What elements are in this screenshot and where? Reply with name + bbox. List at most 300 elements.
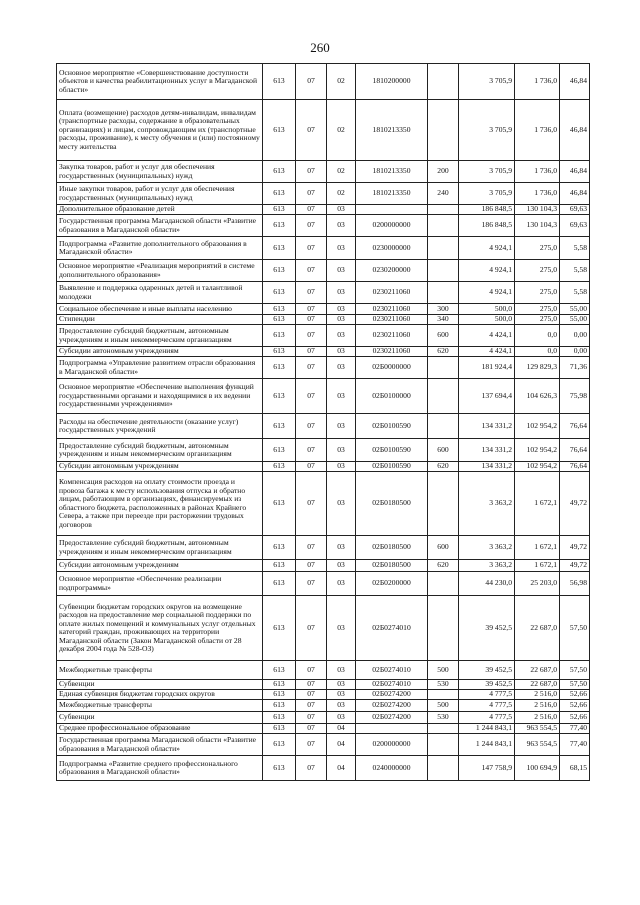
cell-rz: 07 [296,560,327,572]
cell-vr: 620 [428,347,459,357]
cell-pct: 5,58 [560,237,590,260]
table-row [57,756,590,781]
cell-rz: 07 [296,260,327,282]
cell-pr: 03 [327,680,356,690]
cell-pr: 04 [327,724,356,734]
cell-pr: 03 [327,700,356,712]
cell-pr: 03 [327,462,356,472]
cell-ved: 613 [263,260,296,282]
cell-fact: 1 736,0 [515,64,560,100]
cell-csr [356,724,428,734]
cell-rz: 07 [296,572,327,596]
cell-csr: 0230000000 [356,237,428,260]
cell-plan: 3 363,2 [459,560,515,572]
page-number: 260 [310,40,330,55]
cell-rz: 07 [296,282,327,304]
cell-fact: 1 736,0 [515,161,560,183]
cell-plan: 4 777,5 [459,712,515,724]
cell-vr [428,379,459,414]
cell-vr: 500 [428,700,459,712]
cell-csr: 1810213350 [356,161,428,183]
cell-pct: 68,15 [560,756,590,781]
cell-pr: 03 [327,439,356,462]
cell-pr: 03 [327,596,356,661]
cell-plan: 44 230,0 [459,572,515,596]
cell-plan: 3 705,9 [459,64,515,100]
cell-vr: 240 [428,183,459,205]
cell-plan: 4 777,5 [459,700,515,712]
cell-csr: 02Б0274200 [356,712,428,724]
cell-vr [428,414,459,439]
cell-pr: 03 [327,260,356,282]
cell-ved: 613 [263,161,296,183]
cell-pr: 03 [327,325,356,347]
cell-rz: 07 [296,315,327,325]
cell-name: Государственная программа Магаданской области «Развитие образования в Магаданской области» [57,734,263,756]
cell-ved: 613 [263,690,296,700]
cell-plan: 186 848,5 [459,205,515,215]
cell-pr: 03 [327,661,356,680]
cell-csr: 02Б0000000 [356,357,428,379]
cell-plan: 4 924,1 [459,237,515,260]
cell-name: Субвенции бюджетам городских округов на возмещение расходов на предоставление мер социальной поддержки по оплате жилых помещений и коммунальных услуг отдельных категорий граждан, проживающих на территории Магаданской области (Закон Магаданской области от 28 декабря 2004 года № 528-ОЗ) [57,596,263,661]
cell-ved: 613 [263,439,296,462]
table-row [57,560,590,572]
table-row [57,596,590,661]
cell-pct: 52,66 [560,712,590,724]
cell-csr: 02Б0274200 [356,690,428,700]
cell-vr [428,472,459,536]
cell-pct: 76,64 [560,462,590,472]
cell-fact: 22 687,0 [515,661,560,680]
cell-pct: 76,64 [560,439,590,462]
cell-plan: 134 331,2 [459,439,515,462]
cell-vr: 530 [428,712,459,724]
cell-vr [428,572,459,596]
cell-plan: 39 452,5 [459,680,515,690]
cell-fact: 0,0 [515,325,560,347]
cell-csr: 0230211060 [356,325,428,347]
cell-plan: 186 848,5 [459,215,515,237]
cell-name: Закупка товаров, работ и услуг для обеспечения государственных (муниципальных) нужд [57,161,263,183]
cell-csr: 0200000000 [356,734,428,756]
cell-vr [428,215,459,237]
cell-ved: 613 [263,215,296,237]
cell-pct: 55,00 [560,315,590,325]
table-row [57,472,590,536]
cell-plan: 39 452,5 [459,596,515,661]
cell-ved: 613 [263,414,296,439]
cell-fact: 1 672,1 [515,536,560,560]
cell-csr: 0230211060 [356,315,428,325]
cell-name: Социальное обеспечение и иные выплаты населению [57,304,263,315]
table-row [57,379,590,414]
table-row [57,414,590,439]
cell-pr: 04 [327,756,356,781]
cell-fact: 2 516,0 [515,712,560,724]
cell-name: Подпрограмма «Управление развитием отрасли образования в Магаданской области» [57,357,263,379]
cell-rz: 07 [296,183,327,205]
cell-pct: 77,40 [560,724,590,734]
cell-csr: 0230200000 [356,260,428,282]
cell-vr: 500 [428,661,459,680]
cell-ved: 613 [263,304,296,315]
table-row [57,680,590,690]
cell-pct: 71,36 [560,357,590,379]
cell-vr: 600 [428,536,459,560]
cell-name: Расходы на обеспечение деятельности (оказание услуг) государственных учреждений [57,414,263,439]
cell-plan: 147 758,9 [459,756,515,781]
table-row [57,325,590,347]
cell-rz: 07 [296,462,327,472]
cell-name: Основное мероприятие «Реализация мероприятий в системе дополнительного образования» [57,260,263,282]
cell-name: Межбюджетные трансферты [57,700,263,712]
table-row [57,347,590,357]
cell-ved: 613 [263,237,296,260]
cell-ved: 613 [263,357,296,379]
cell-plan: 134 331,2 [459,414,515,439]
cell-fact: 25 203,0 [515,572,560,596]
cell-pct: 69,63 [560,205,590,215]
cell-name: Единая субвенция бюджетам городских округов [57,690,263,700]
cell-rz: 07 [296,161,327,183]
cell-fact: 102 954,2 [515,439,560,462]
cell-csr: 1810200000 [356,64,428,100]
cell-ved: 613 [263,700,296,712]
cell-vr: 620 [428,560,459,572]
cell-csr: 02Б0274010 [356,596,428,661]
cell-rz: 07 [296,237,327,260]
cell-rz: 07 [296,304,327,315]
cell-csr: 0200000000 [356,215,428,237]
cell-plan: 4 924,1 [459,282,515,304]
budget-table [56,63,590,781]
cell-rz: 07 [296,205,327,215]
cell-plan: 3 363,2 [459,472,515,536]
cell-plan: 3 705,9 [459,161,515,183]
cell-rz: 07 [296,100,327,161]
cell-name: Среднее профессиональное образование [57,724,263,734]
cell-ved: 613 [263,325,296,347]
cell-rz: 07 [296,414,327,439]
cell-fact: 0,0 [515,347,560,357]
cell-pr: 03 [327,572,356,596]
cell-pct: 52,66 [560,700,590,712]
cell-pct: 46,84 [560,64,590,100]
cell-pr: 03 [327,205,356,215]
cell-plan: 500,0 [459,315,515,325]
table-row [57,161,590,183]
cell-rz: 07 [296,379,327,414]
cell-pct: 52,66 [560,690,590,700]
cell-pr: 02 [327,100,356,161]
cell-name: Субвенции [57,680,263,690]
cell-name: Компенсация расходов на оплату стоимости проезда и провоза багажа к месту использования отпуска и обратно лицам, работающим в организациях, финансируемых из областного бюджета, расположенных в районах Крайнего Севера, а также при переезде при расторжении трудовых договоров [57,472,263,536]
cell-pr: 02 [327,183,356,205]
cell-rz: 07 [296,439,327,462]
cell-rz: 07 [296,357,327,379]
cell-fact: 275,0 [515,237,560,260]
cell-vr [428,100,459,161]
cell-pr: 03 [327,215,356,237]
cell-rz: 07 [296,325,327,347]
cell-fact: 130 104,3 [515,205,560,215]
cell-fact: 275,0 [515,282,560,304]
cell-rz: 07 [296,347,327,357]
cell-ved: 613 [263,734,296,756]
cell-csr: 02Б0180500 [356,560,428,572]
cell-pct: 5,58 [560,282,590,304]
cell-pct: 49,72 [560,536,590,560]
cell-name: Субсидии автономным учреждениям [57,462,263,472]
table-row [57,183,590,205]
cell-fact: 1 672,1 [515,560,560,572]
cell-name: Стипендии [57,315,263,325]
cell-fact: 22 687,0 [515,680,560,690]
cell-vr [428,282,459,304]
cell-ved: 613 [263,680,296,690]
cell-pr: 03 [327,414,356,439]
cell-csr: 02Б0100590 [356,439,428,462]
cell-ved: 613 [263,379,296,414]
table-row [57,260,590,282]
cell-fact: 104 626,3 [515,379,560,414]
cell-vr [428,205,459,215]
cell-csr: 0240000000 [356,756,428,781]
cell-pr: 03 [327,472,356,536]
cell-fact: 2 516,0 [515,700,560,712]
cell-name: Иные закупки товаров, работ и услуг для обеспечения государственных (муниципальных) нужд [57,183,263,205]
cell-name: Государственная программа Магаданской области «Развитие образования в Магаданской области» [57,215,263,237]
table-row [57,690,590,700]
cell-plan: 1 244 843,1 [459,724,515,734]
cell-fact: 963 554,5 [515,724,560,734]
cell-pct: 57,50 [560,661,590,680]
cell-name: Подпрограмма «Развитие среднего профессионального образования в Магаданской области» [57,756,263,781]
cell-ved: 613 [263,724,296,734]
cell-pr: 04 [327,734,356,756]
cell-pct: 49,72 [560,472,590,536]
cell-ved: 613 [263,205,296,215]
cell-pr: 03 [327,315,356,325]
table-row [57,700,590,712]
table-row [57,661,590,680]
cell-pr: 03 [327,690,356,700]
table-row [57,734,590,756]
cell-plan: 39 452,5 [459,661,515,680]
cell-csr: 02Б0100000 [356,379,428,414]
cell-name: Предоставление субсидий бюджетным, автономным учреждениям и иным некоммерческим организациям [57,439,263,462]
table-row [57,712,590,724]
cell-fact: 129 829,3 [515,357,560,379]
cell-vr [428,237,459,260]
cell-pr: 03 [327,282,356,304]
cell-pct: 5,58 [560,260,590,282]
cell-csr: 1810213350 [356,183,428,205]
cell-fact: 1 736,0 [515,100,560,161]
cell-ved: 613 [263,472,296,536]
cell-name: Предоставление субсидий бюджетным, автономным учреждениям и иным некоммерческим организациям [57,325,263,347]
cell-ved: 613 [263,183,296,205]
cell-plan: 3 705,9 [459,183,515,205]
cell-ved: 613 [263,282,296,304]
cell-vr [428,690,459,700]
cell-csr: 1810213350 [356,100,428,161]
cell-pr: 03 [327,347,356,357]
cell-fact: 963 554,5 [515,734,560,756]
cell-vr: 300 [428,304,459,315]
cell-pr: 02 [327,161,356,183]
cell-csr: 02Б0180500 [356,536,428,560]
cell-csr: 02Б0274010 [356,680,428,690]
cell-name: Подпрограмма «Развитие дополнительного образования в Магаданской области» [57,237,263,260]
cell-ved: 613 [263,536,296,560]
cell-plan: 500,0 [459,304,515,315]
cell-csr: 02Б0100590 [356,414,428,439]
cell-pr: 03 [327,237,356,260]
cell-csr: 02Б0200000 [356,572,428,596]
cell-rz: 07 [296,724,327,734]
cell-ved: 613 [263,462,296,472]
cell-pct: 75,98 [560,379,590,414]
cell-ved: 613 [263,100,296,161]
cell-name: Выявление и поддержка одаренных детей и талантливой молодежи [57,282,263,304]
cell-plan: 134 331,2 [459,462,515,472]
cell-pr: 03 [327,304,356,315]
cell-vr: 340 [428,315,459,325]
table-row [57,536,590,560]
cell-pct: 57,50 [560,680,590,690]
cell-ved: 613 [263,347,296,357]
cell-csr [356,205,428,215]
cell-rz: 07 [296,712,327,724]
table-row [57,572,590,596]
cell-ved: 613 [263,712,296,724]
cell-ved: 613 [263,661,296,680]
cell-fact: 102 954,2 [515,462,560,472]
cell-ved: 613 [263,572,296,596]
cell-rz: 07 [296,756,327,781]
cell-name: Основное мероприятие «Совершенствование доступности объектов и качества реабилитационных услуг в Магаданской области» [57,64,263,100]
cell-fact: 275,0 [515,315,560,325]
cell-pr: 03 [327,712,356,724]
cell-rz: 07 [296,64,327,100]
cell-ved: 613 [263,596,296,661]
cell-rz: 07 [296,596,327,661]
cell-pr: 02 [327,64,356,100]
cell-fact: 102 954,2 [515,414,560,439]
table-row [57,282,590,304]
cell-fact: 1 736,0 [515,183,560,205]
cell-pr: 03 [327,536,356,560]
cell-name: Субсидии автономным учреждениям [57,560,263,572]
cell-vr [428,260,459,282]
cell-vr [428,724,459,734]
cell-vr: 620 [428,462,459,472]
cell-pct: 77,40 [560,734,590,756]
cell-vr [428,734,459,756]
cell-pct: 76,64 [560,414,590,439]
cell-fact: 2 516,0 [515,690,560,700]
cell-vr [428,64,459,100]
cell-pct: 57,50 [560,596,590,661]
cell-vr [428,357,459,379]
cell-vr: 530 [428,680,459,690]
cell-csr: 0230211060 [356,347,428,357]
table-row [57,315,590,325]
table-row [57,205,590,215]
cell-rz: 07 [296,215,327,237]
cell-fact: 22 687,0 [515,596,560,661]
cell-fact: 275,0 [515,304,560,315]
cell-plan: 3 705,9 [459,100,515,161]
cell-plan: 3 363,2 [459,536,515,560]
table-row [57,304,590,315]
table-row [57,724,590,734]
cell-fact: 100 694,9 [515,756,560,781]
cell-csr: 0230211060 [356,304,428,315]
cell-ved: 613 [263,560,296,572]
cell-csr: 02Б0180500 [356,472,428,536]
cell-plan: 4 777,5 [459,690,515,700]
cell-csr: 02Б0274200 [356,700,428,712]
cell-pct: 49,72 [560,560,590,572]
cell-pct: 46,84 [560,183,590,205]
cell-pr: 03 [327,357,356,379]
cell-name: Основное мероприятие «Обеспечение выполнения функций государственными органами и находящимися в их ведении государственными учреждениями» [57,379,263,414]
cell-rz: 07 [296,472,327,536]
cell-pct: 69,63 [560,215,590,237]
cell-rz: 07 [296,690,327,700]
table-row [57,237,590,260]
cell-pct: 0,00 [560,325,590,347]
cell-vr [428,756,459,781]
cell-csr: 0230211060 [356,282,428,304]
cell-fact: 130 104,3 [515,215,560,237]
table-row [57,215,590,237]
cell-fact: 1 672,1 [515,472,560,536]
table-row [57,357,590,379]
table-row [57,439,590,462]
cell-name: Субсидии автономным учреждениям [57,347,263,357]
cell-vr [428,596,459,661]
cell-plan: 181 924,4 [459,357,515,379]
cell-name: Основное мероприятие «Обеспечение реализации подпрограммы» [57,572,263,596]
cell-fact: 275,0 [515,260,560,282]
cell-plan: 1 244 843,1 [459,734,515,756]
cell-rz: 07 [296,680,327,690]
cell-plan: 4 424,1 [459,325,515,347]
cell-ved: 613 [263,64,296,100]
cell-vr: 600 [428,439,459,462]
cell-rz: 07 [296,734,327,756]
cell-plan: 137 694,4 [459,379,515,414]
cell-pct: 46,84 [560,100,590,161]
cell-csr: 02Б0100590 [356,462,428,472]
cell-name: Субвенции [57,712,263,724]
table-row [57,100,590,161]
table-row [57,64,590,100]
cell-name: Предоставление субсидий бюджетным, автономным учреждениям и иным некоммерческим организациям [57,536,263,560]
cell-ved: 613 [263,756,296,781]
cell-csr: 02Б0274010 [356,661,428,680]
table-row [57,462,590,472]
cell-vr: 600 [428,325,459,347]
cell-plan: 4 924,1 [459,260,515,282]
cell-name: Дополнительное образование детей [57,205,263,215]
cell-pct: 0,00 [560,347,590,357]
cell-pct: 55,00 [560,304,590,315]
